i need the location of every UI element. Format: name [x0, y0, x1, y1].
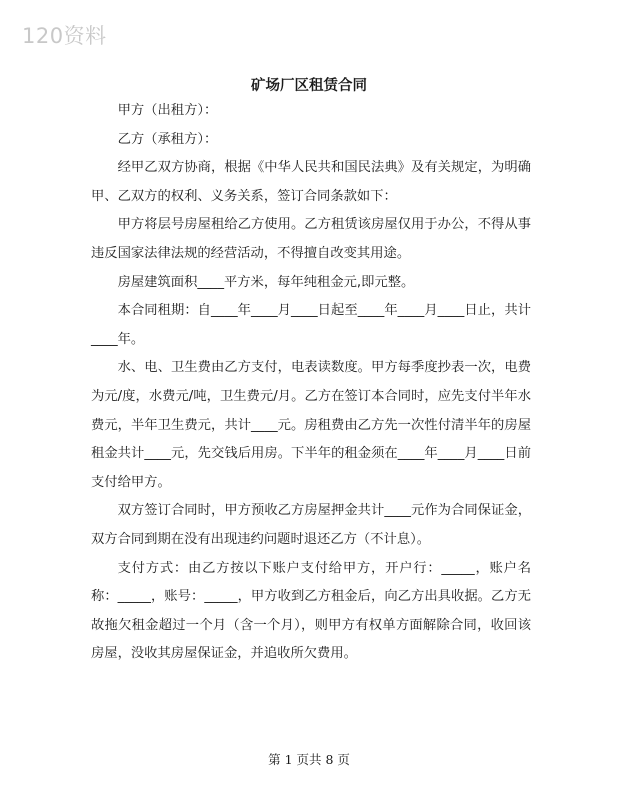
- utilities-clause: 水、电、卫生费由乙方支付，电表读数度。甲方每季度抄表一次，电费为元/度，水费元/吨，卫生费元/月。乙方在签订本合同时，应先支付半年水费元，半年卫生费元，共计____元。房租费由乙方先一次性付清半年的房屋租金共计____元，先交钱后用房。下半年的租金须在____年____月____日前支付给甲方。: [91, 360, 531, 490]
- area-rent-clause: 房屋建筑面积____平方米，每年纯租金元,即元整。: [117, 274, 415, 290]
- party-b-line: 乙方（承租方）：: [117, 131, 218, 147]
- deposit-clause: 双方签订合同时，甲方预收乙方房屋押金共计____元作为合同保证金，双方合同到期在没有出现违约问题时退还乙方（不计息）。: [91, 503, 531, 547]
- usage-clause: 甲方将层号房屋租给乙方使用。乙方租赁该房屋仅用于办公，不得从事违反国家法律法规的经营活动，不得擅自改变其用途。: [91, 217, 531, 261]
- page-number-footer: 第 1 页共 8 页: [268, 752, 350, 767]
- watermark: 120资料: [22, 24, 107, 48]
- payment-clause: 支付方式：由乙方按以下账户支付给甲方，开户行：_____，账户名称：_____，账号：_____，甲方收到乙方租金后，向乙方出具收据。乙方无故拖欠租金超过一个月（含一个月），则甲方有权单方面解除合同，收回该房屋，没收其房屋保证金，并追收所欠费用。: [91, 560, 531, 662]
- contract-body: [91, 97, 531, 669]
- party-a-line: 甲方（出租方）：: [117, 103, 218, 118]
- document-title: 矿场厂区租赁合同: [251, 78, 367, 94]
- lease-term-clause: 本合同租期：自____年____月____日起至____年____月____日止，共计____年。: [91, 303, 531, 347]
- preamble-paragraph: 经甲乙双方协商，根据《中华人民共和国民法典》及有关规定，为明确甲、乙双方的权利、义务关系，签订合同条款如下：: [91, 160, 531, 204]
